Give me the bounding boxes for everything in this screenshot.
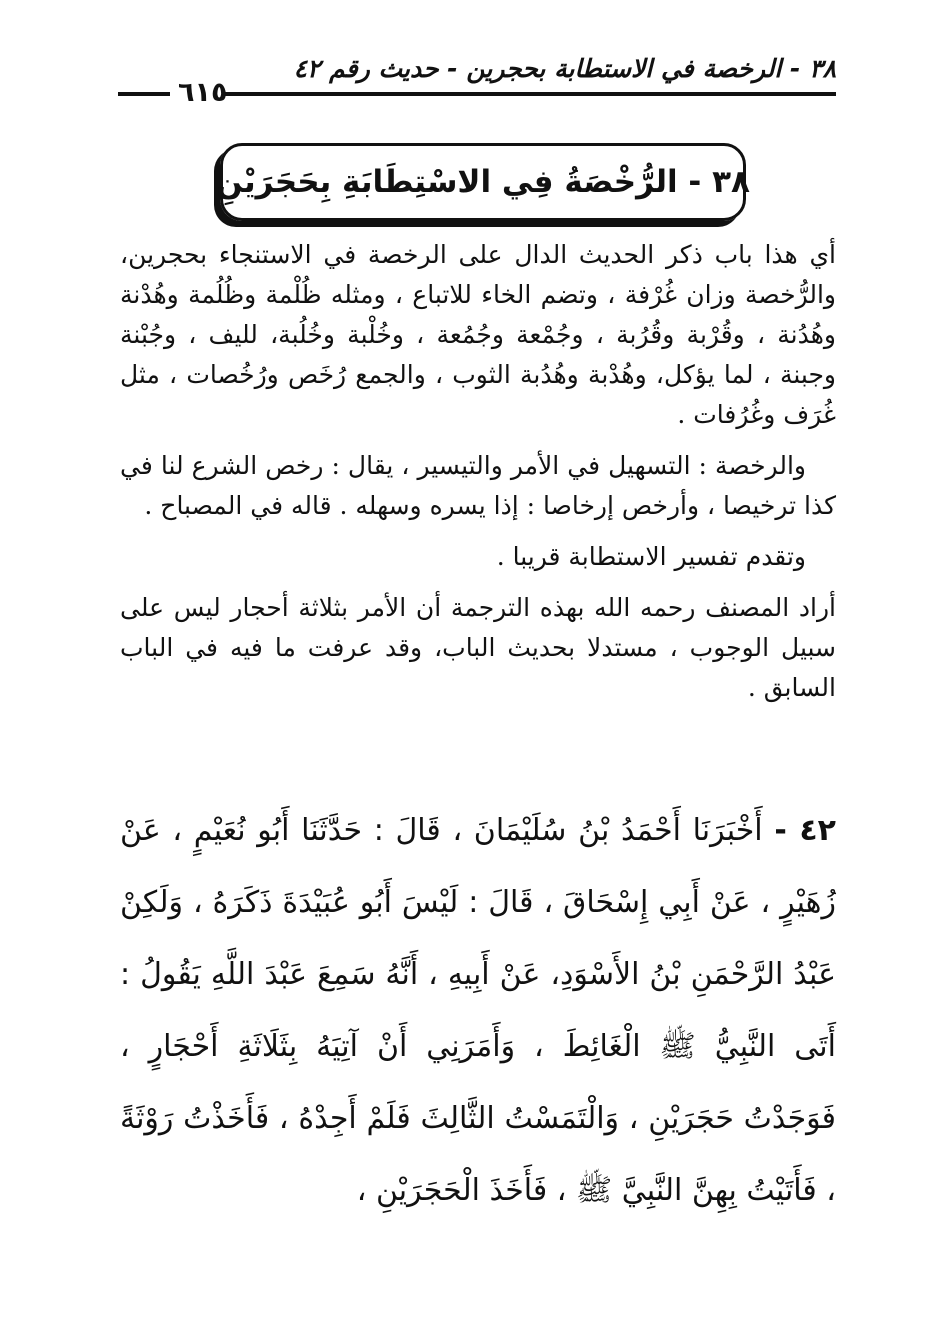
header-rule-short (118, 92, 170, 96)
chapter-title: ٣٨ - الرُّخْصَةُ فِي الاسْتِطَابَةِ بِحَجَرَيْنِ (216, 164, 750, 200)
commentary-text (120, 235, 836, 719)
paragraph: والرخصة : التسهيل في الأمر والتيسير ، يقال : رخص الشرع لنا في كذا ترخيصا ، وأرخص إرخاصا : إذا يسره وسهله . قاله في المصباح . (120, 451, 836, 520)
page-number: ٦١٥ (178, 77, 228, 108)
hadith-body: أَخْبَرَنَا أَحْمَدُ بْنُ سُلَيْمَانَ ، قَالَ : حَدَّثَنَا أَبُو نُعَيْمٍ ، عَنْ زُهَيْرٍ ، عَنْ أَبِي إِسْحَاقَ ، قَالَ : لَيْسَ أَبُو عُبَيْدَةَ ذَكَرَهُ ، وَلَكِنْ عَبْدُ الرَّحْمَنِ بْنُ الأَسْوَدِ، عَنْ أَبِيهِ ، أَنَّهُ سَمِعَ عَبْدَ اللَّهِ يَقُولُ : أَتَى النَّبِيُّ ﷺ الْغَائِطَ ، وَأَمَرَنِي أَنْ آتِيَهُ بِثَلَاثَةِ أَحْجَارٍ ، فَوَجَدْتُ حَجَرَيْنِ ، وَالْتَمَسْتُ الثَّالِثَ فَلَمْ أَجِدْهُ ، فَأَخَذْتُ رَوْثَةً ، فَأَتَيْتُ بِهِنَّ النَّبِيَّ ﷺ ، فَأَخَذَ الْحَجَرَيْنِ ، (120, 813, 836, 1208)
paragraph: وتقدم تفسير الاستطابة قريبا . (496, 542, 806, 571)
hadith-text (120, 795, 836, 1227)
hadith-number: ٤٢ - (774, 813, 836, 848)
paragraph: أراد المصنف رحمه الله بهذه الترجمة أن الأمر بثلاثة أحجار ليس على سبيل الوجوب ، مستدلا بحديث الباب، وقد عرفت ما فيه في الباب السابق . (120, 593, 836, 702)
paragraph: أي هذا باب ذكر الحديث الدال على الرخصة في الاستنجاء بحجرين، والرُّخصة وزان غُرْفة ، وتضم الخاء للاتباع ، ومثله ظُلْمة وظُلُمة وهُدْنة وهُدُنة ، وقُرْبة وقُرُبة ، وجُمْعة وجُمُعة ، وخُلْبة وخُلُبة، لليف ، وجُبْنة وجبنة ، لما يؤكل، وهُدْبة وهُدُبة الثوب ، والجمع رُخَص ورُخُصات ، مثل غُرَف وغُرُفات . (120, 240, 836, 429)
chapter-title-box (216, 143, 750, 221)
running-header (118, 52, 836, 108)
running-title: ٣٨ - الرخصة في الاستطابة بحجرين - حديث رقم ٤٢ (293, 54, 836, 83)
header-rule (224, 92, 836, 96)
